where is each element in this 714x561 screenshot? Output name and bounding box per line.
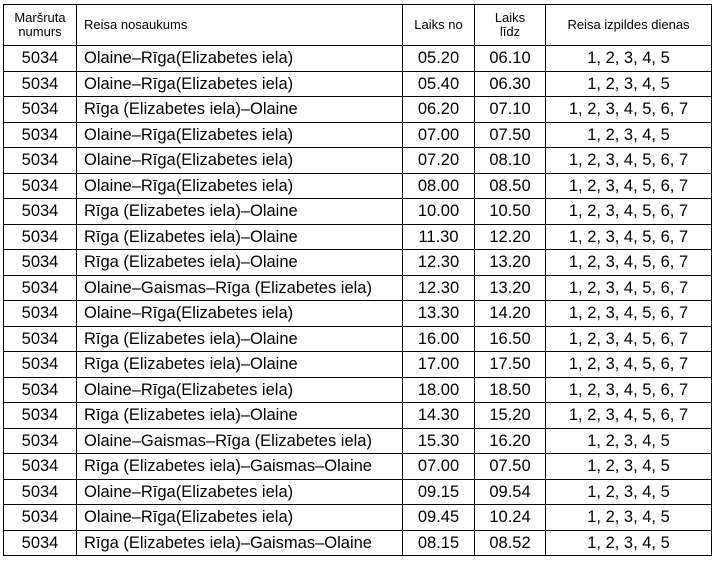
cell-days: 1, 2, 3, 4, 5, 6, 7 — [546, 173, 712, 199]
cell-time-to: 06.10 — [475, 46, 546, 72]
cell-trip-name: Olaine–Rīga(Elizabetes iela) — [77, 301, 403, 327]
cell-route-number: 5034 — [4, 428, 77, 454]
cell-route-number: 5034 — [4, 199, 77, 225]
cell-route-number: 5034 — [4, 352, 77, 378]
cell-route-number: 5034 — [4, 530, 77, 556]
header-time-from: Laiks no — [403, 5, 475, 46]
schedule-table — [3, 4, 712, 556]
cell-time-from: 05.20 — [403, 46, 475, 72]
cell-time-from: 14.30 — [403, 403, 475, 429]
table-row — [4, 199, 712, 225]
cell-days: 1, 2, 3, 4, 5 — [546, 71, 712, 97]
header-trip-name: Reisa nosaukums — [77, 5, 403, 46]
header-time-to — [475, 5, 546, 46]
header-route-number-line1: Maršruta — [14, 10, 66, 25]
cell-trip-name: Olaine–Rīga(Elizabetes iela) — [77, 173, 403, 199]
cell-days: 1, 2, 3, 4, 5, 6, 7 — [546, 377, 712, 403]
table-row — [4, 377, 712, 403]
table-row — [4, 224, 712, 250]
cell-time-to: 13.20 — [475, 275, 546, 301]
header-time-to-line2: līdz — [499, 24, 521, 39]
cell-trip-name: Olaine–Rīga(Elizabetes iela) — [77, 148, 403, 174]
cell-time-to: 14.20 — [475, 301, 546, 327]
cell-days: 1, 2, 3, 4, 5, 6, 7 — [546, 97, 712, 123]
cell-time-to: 08.50 — [475, 173, 546, 199]
table-row — [4, 71, 712, 97]
cell-time-from: 10.00 — [403, 199, 475, 225]
cell-time-from: 07.00 — [403, 122, 475, 148]
cell-time-from: 13.30 — [403, 301, 475, 327]
cell-route-number: 5034 — [4, 148, 77, 174]
cell-days: 1, 2, 3, 4, 5, 6, 7 — [546, 301, 712, 327]
cell-time-from: 08.15 — [403, 530, 475, 556]
cell-route-number: 5034 — [4, 301, 77, 327]
table-row — [4, 326, 712, 352]
cell-time-from: 15.30 — [403, 428, 475, 454]
cell-route-number: 5034 — [4, 403, 77, 429]
cell-trip-name: Olaine–Gaismas–Rīga (Elizabetes iela) — [77, 428, 403, 454]
cell-time-to: 15.20 — [475, 403, 546, 429]
cell-time-to: 08.52 — [475, 530, 546, 556]
cell-days: 1, 2, 3, 4, 5 — [546, 428, 712, 454]
cell-trip-name: Rīga (Elizabetes iela)–Olaine — [77, 403, 403, 429]
cell-time-to: 12.20 — [475, 224, 546, 250]
cell-route-number: 5034 — [4, 479, 77, 505]
cell-trip-name: Olaine–Rīga(Elizabetes iela) — [77, 71, 403, 97]
header-route-number — [4, 5, 77, 46]
cell-days: 1, 2, 3, 4, 5 — [546, 530, 712, 556]
cell-route-number: 5034 — [4, 250, 77, 276]
table-row — [4, 173, 712, 199]
cell-route-number: 5034 — [4, 46, 77, 72]
cell-time-from: 07.00 — [403, 454, 475, 480]
cell-days: 1, 2, 3, 4, 5, 6, 7 — [546, 326, 712, 352]
cell-trip-name: Olaine–Rīga(Elizabetes iela) — [77, 122, 403, 148]
cell-time-to: 13.20 — [475, 250, 546, 276]
table-row — [4, 46, 712, 72]
cell-days: 1, 2, 3, 4, 5 — [546, 454, 712, 480]
table-row — [4, 275, 712, 301]
cell-time-to: 07.50 — [475, 454, 546, 480]
cell-days: 1, 2, 3, 4, 5, 6, 7 — [546, 148, 712, 174]
cell-trip-name: Rīga (Elizabetes iela)–Olaine — [77, 97, 403, 123]
cell-time-to: 17.50 — [475, 352, 546, 378]
cell-time-from: 11.30 — [403, 224, 475, 250]
table-row — [4, 250, 712, 276]
schedule-body — [4, 46, 712, 556]
cell-route-number: 5034 — [4, 224, 77, 250]
cell-trip-name: Rīga (Elizabetes iela)–Gaismas–Olaine — [77, 454, 403, 480]
cell-route-number: 5034 — [4, 122, 77, 148]
cell-trip-name: Olaine–Rīga(Elizabetes iela) — [77, 46, 403, 72]
header-route-number-line2: numurs — [18, 24, 62, 39]
cell-trip-name: Olaine–Rīga(Elizabetes iela) — [77, 479, 403, 505]
cell-trip-name: Rīga (Elizabetes iela)–Olaine — [77, 250, 403, 276]
cell-days: 1, 2, 3, 4, 5 — [546, 479, 712, 505]
cell-trip-name: Olaine–Gaismas–Rīga (Elizabetes iela) — [77, 275, 403, 301]
cell-time-from: 09.15 — [403, 479, 475, 505]
header-row — [4, 5, 712, 46]
cell-route-number: 5034 — [4, 71, 77, 97]
cell-time-to: 16.20 — [475, 428, 546, 454]
cell-trip-name: Olaine–Rīga(Elizabetes iela) — [77, 377, 403, 403]
table-row — [4, 352, 712, 378]
cell-route-number: 5034 — [4, 326, 77, 352]
table-row — [4, 122, 712, 148]
cell-time-from: 18.00 — [403, 377, 475, 403]
cell-trip-name: Rīga (Elizabetes iela)–Olaine — [77, 224, 403, 250]
cell-days: 1, 2, 3, 4, 5 — [546, 46, 712, 72]
cell-days: 1, 2, 3, 4, 5, 6, 7 — [546, 352, 712, 378]
cell-time-from: 07.20 — [403, 148, 475, 174]
cell-trip-name: Rīga (Elizabetes iela)–Olaine — [77, 352, 403, 378]
cell-route-number: 5034 — [4, 97, 77, 123]
cell-time-to: 06.30 — [475, 71, 546, 97]
cell-route-number: 5034 — [4, 275, 77, 301]
cell-days: 1, 2, 3, 4, 5 — [546, 505, 712, 531]
header-days: Reisa izpildes dienas — [546, 5, 712, 46]
cell-time-from: 12.30 — [403, 250, 475, 276]
cell-time-from: 08.00 — [403, 173, 475, 199]
cell-route-number: 5034 — [4, 505, 77, 531]
cell-time-from: 12.30 — [403, 275, 475, 301]
cell-time-to: 08.10 — [475, 148, 546, 174]
cell-time-to: 09.54 — [475, 479, 546, 505]
table-row — [4, 530, 712, 556]
cell-days: 1, 2, 3, 4, 5, 6, 7 — [546, 250, 712, 276]
cell-route-number: 5034 — [4, 173, 77, 199]
cell-trip-name: Olaine–Rīga(Elizabetes iela) — [77, 505, 403, 531]
cell-time-to: 10.50 — [475, 199, 546, 225]
table-row — [4, 505, 712, 531]
cell-time-from: 05.40 — [403, 71, 475, 97]
cell-route-number: 5034 — [4, 454, 77, 480]
table-row — [4, 97, 712, 123]
cell-time-to: 10.24 — [475, 505, 546, 531]
table-row — [4, 454, 712, 480]
cell-days: 1, 2, 3, 4, 5, 6, 7 — [546, 403, 712, 429]
cell-trip-name: Rīga (Elizabetes iela)–Gaismas–Olaine — [77, 530, 403, 556]
cell-time-from: 17.00 — [403, 352, 475, 378]
table-row — [4, 479, 712, 505]
cell-days: 1, 2, 3, 4, 5, 6, 7 — [546, 275, 712, 301]
cell-trip-name: Rīga (Elizabetes iela)–Olaine — [77, 326, 403, 352]
table-row — [4, 301, 712, 327]
table-row — [4, 428, 712, 454]
cell-time-from: 06.20 — [403, 97, 475, 123]
cell-trip-name: Rīga (Elizabetes iela)–Olaine — [77, 199, 403, 225]
cell-time-to: 07.50 — [475, 122, 546, 148]
cell-time-from: 09.45 — [403, 505, 475, 531]
cell-days: 1, 2, 3, 4, 5 — [546, 122, 712, 148]
cell-time-from: 16.00 — [403, 326, 475, 352]
table-row — [4, 403, 712, 429]
cell-days: 1, 2, 3, 4, 5, 6, 7 — [546, 199, 712, 225]
cell-time-to: 07.10 — [475, 97, 546, 123]
table-row — [4, 148, 712, 174]
cell-time-to: 16.50 — [475, 326, 546, 352]
cell-time-to: 18.50 — [475, 377, 546, 403]
cell-days: 1, 2, 3, 4, 5, 6, 7 — [546, 224, 712, 250]
cell-route-number: 5034 — [4, 377, 77, 403]
header-time-to-line1: Laiks — [494, 10, 526, 25]
